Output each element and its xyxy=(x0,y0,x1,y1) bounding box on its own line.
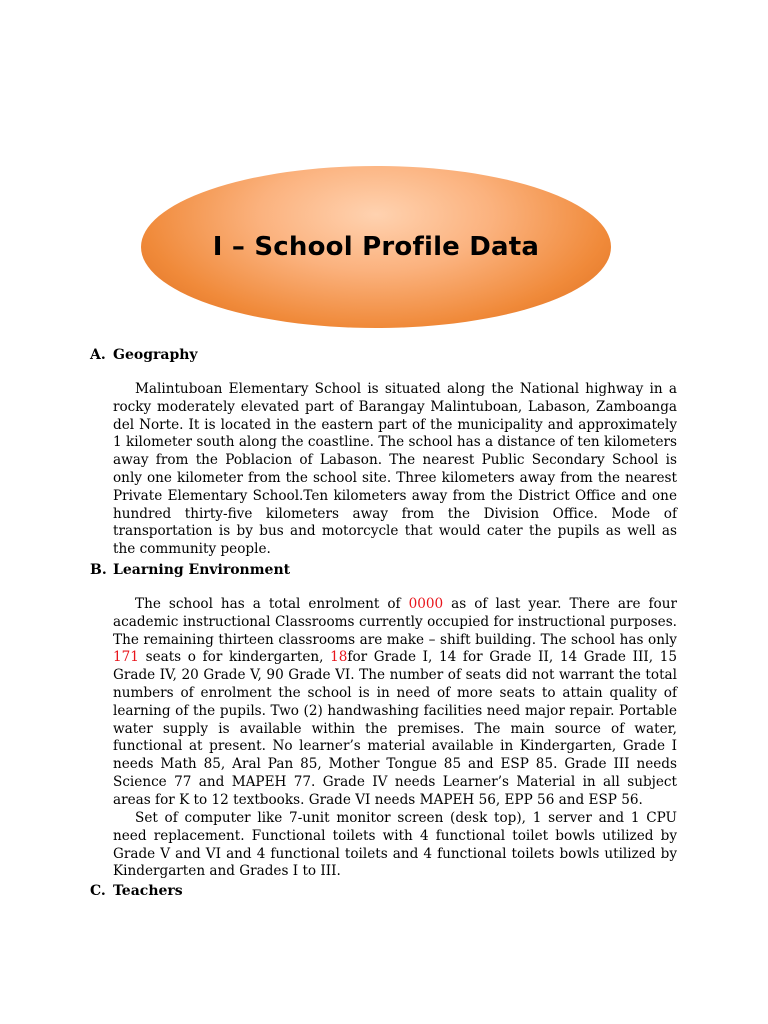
page-title: I – School Profile Data xyxy=(212,232,540,262)
section-letter: C. xyxy=(90,883,106,899)
title-banner xyxy=(141,166,611,328)
geography-paragraph: Malintuboan Elementary School is situated along the National highway in a rocky moderately elevated part of Barangay Malintuboan, Labason, Zamboanga del Norte. It is located in the eastern part of the municipality and approximately 1 kilometer south along the coastline. The school has a distance of ten kilometers away from the Poblacion of Labason. The nearest Public Secondary School is only one kilometer from the school site. Three kilometers away from the nearest Private Elementary School.Ten kilometers away from the District Office and one hundred thirty-five kilometers away from the Division Office. Mode of transportation is by bus and motorcycle that would cater the pupils as well as the community people. xyxy=(113,381,677,558)
learning-environment-paragraph-1 xyxy=(113,596,677,810)
section-title: Teachers xyxy=(113,883,183,899)
text-segment: as of last year. There are four academic instructional Classrooms currently occupied for instructional purposes. The remaining thirteen classrooms are make – shift building. The school has only xyxy=(113,596,677,648)
section-heading-teachers xyxy=(90,882,183,900)
seats-value: 171 xyxy=(113,649,139,666)
section-heading-learning-environment xyxy=(90,561,290,579)
section-letter: B. xyxy=(90,562,107,578)
section-heading-geography xyxy=(90,346,198,364)
section-title: Learning Environment xyxy=(113,562,291,578)
text-segment: seats o for kindergarten, xyxy=(138,649,331,666)
text-segment: The school has a total enrolment of xyxy=(135,596,409,612)
text-segment: for Grade I, 14 for Grade II, 14 Grade III, 15 Grade IV, 20 Grade V, 90 Grade VI. The number of seats did not warrant the total numbers of enrolment the school is in need of more seats to attain quality of learning of the pupils. Two (2) handwashing facilities need major repair. Portable water supply is available within the premises. The main source of water, functional at present. No learner’s material available in Kindergarten, Grade I needs Math 85, Aral Pan 85, Mother Tongue 85 and ESP 85. Grade III needs Science 77 and MAPEH 77. Grade IV needs Learner’s Material in all subject areas for K to 12 textbooks. Grade VI needs MAPEH 56, EPP 56 and ESP 56. xyxy=(113,649,677,808)
enrolment-value: 0000 xyxy=(408,596,444,612)
section-letter: A. xyxy=(90,347,106,363)
grade-one-seats-value: 18 xyxy=(330,649,348,666)
learning-environment-paragraph-2: Set of computer like 7-unit monitor screen (desk top), 1 server and 1 CPU need replacement. Functional toilets with 4 functional toilet bowls utilized by Grade V and VI and 4 functional toilets and 4 functional toilets bowls utilized by Kindergarten and Grades I to III. xyxy=(113,810,677,880)
section-title: Geography xyxy=(113,347,198,363)
